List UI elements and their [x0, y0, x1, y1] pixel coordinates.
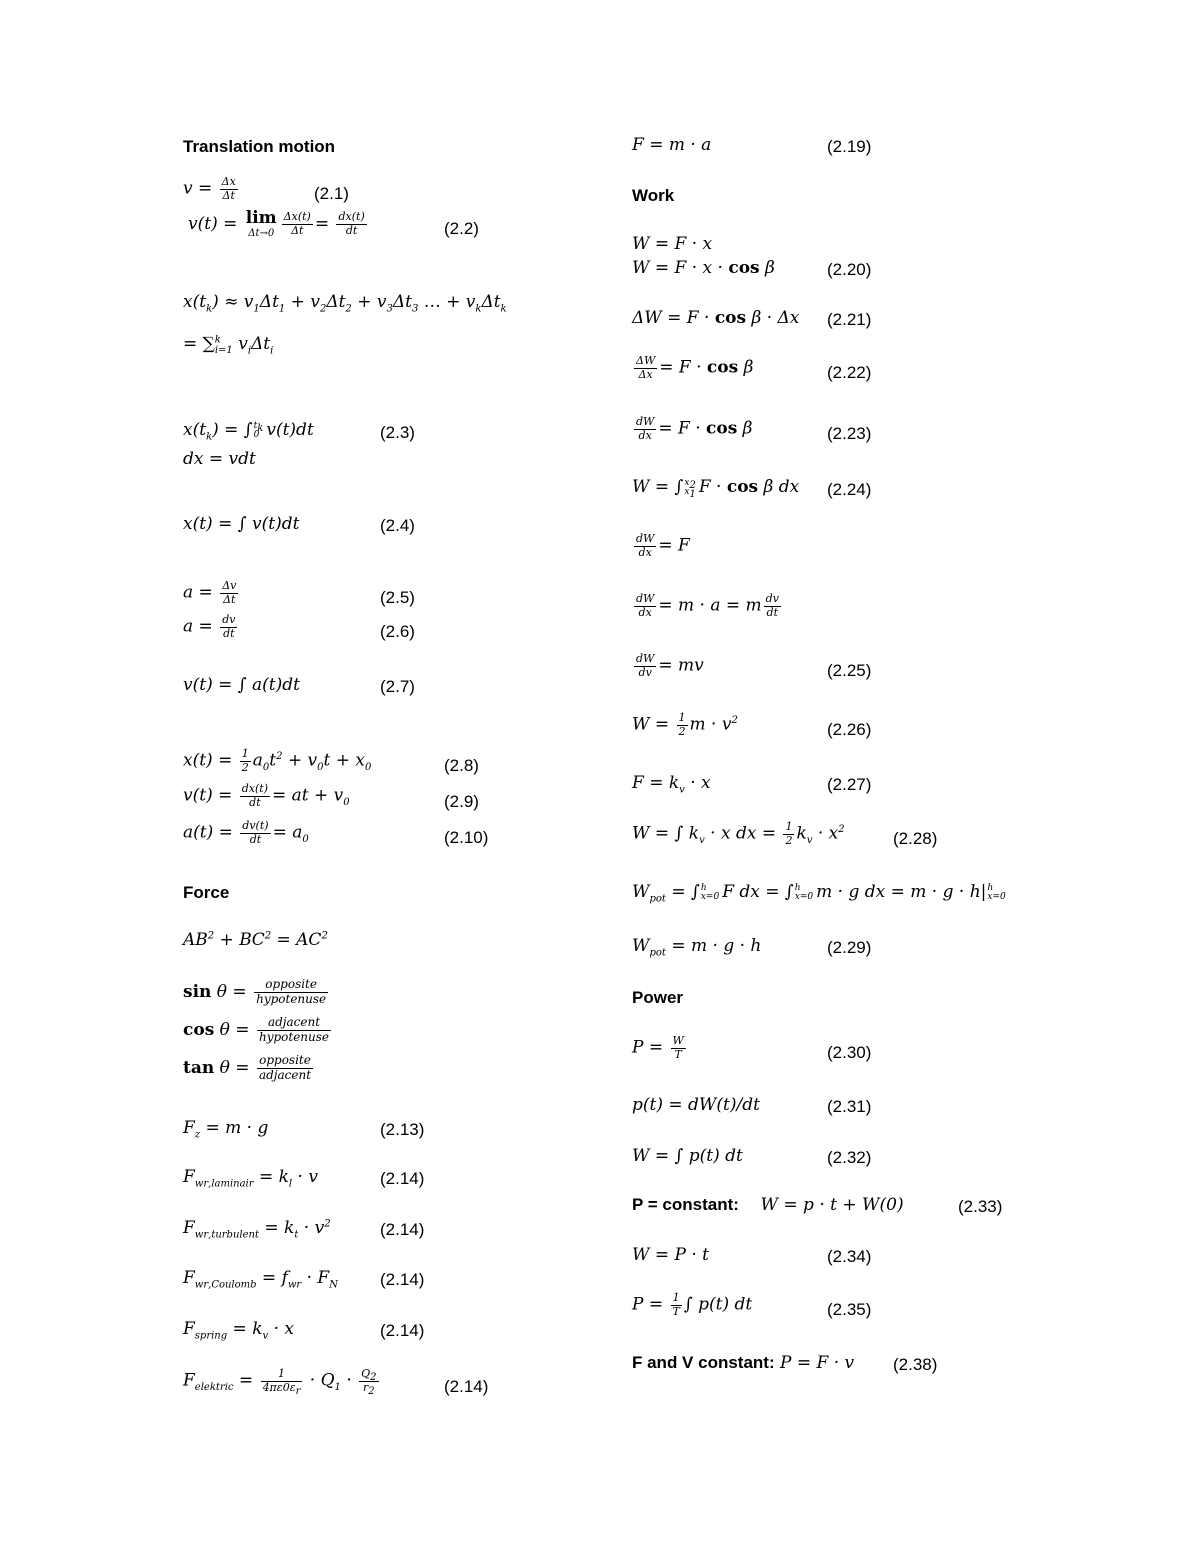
- equation-2-13: 𝐹$_𝑧$ = 𝑚 · 𝑔: [183, 1118, 269, 1141]
- label-2-21: (2.21): [827, 310, 872, 329]
- trig-hypotenuse-1: hypotenuse: [256, 991, 327, 1006]
- equation-2-30: 𝑃 = $\frac{\text{𝑊}}{\text{𝑇}}$: [632, 1034, 684, 1061]
- equation-2-14-coulomb: 𝐹$_{𝑤𝑟,𝐶𝑜𝑢𝑙𝑜𝑚𝑏}$ = 𝑓$_{𝑤𝑟}$ · 𝐹$_𝑁$: [183, 1268, 338, 1291]
- label-2-32: (2.32): [827, 1148, 872, 1167]
- trig-opposite-1: opposite: [254, 978, 328, 993]
- equation-2-38: F and V constant: 𝑃 = 𝐹 · 𝑣: [632, 1353, 855, 1373]
- label-2-33: (2.33): [958, 1197, 1003, 1216]
- equation-dw-dx-f: $\frac{\text{d𝑊}}{\text{d𝑥}}$ = 𝐹: [636, 532, 690, 559]
- equation-2-34: 𝑊 = 𝑃 · 𝑡: [632, 1245, 710, 1265]
- equation-2-27: 𝐹 = 𝑘$_𝑣$ · 𝑥: [632, 773, 711, 796]
- label-2-25: (2.25): [827, 661, 872, 680]
- label-2-14-d: (2.14): [380, 1321, 425, 1340]
- label-2-14-e: (2.14): [444, 1377, 489, 1396]
- equation-dx-vdt: 𝑑𝑥 = 𝑣𝑑𝑡: [183, 449, 256, 469]
- equation-2-19: 𝐹 = 𝑚 · 𝑎: [632, 135, 712, 155]
- equation-2-31: 𝑝(𝑡) = 𝑑𝑊(𝑡)/𝑑𝑡: [632, 1095, 760, 1115]
- label-2-1: (2.1): [314, 184, 349, 203]
- trig-hypotenuse-2: hypotenuse: [258, 1029, 330, 1044]
- label-2-35: (2.35): [827, 1300, 872, 1319]
- label-2-29: (2.29): [827, 938, 872, 957]
- label-2-22: (2.22): [827, 363, 872, 382]
- heading-power: Power: [632, 988, 684, 1007]
- equation-2-22: $\frac{\text{Δ𝑊}}{\text{Δ𝑥}}$ = 𝐹 · cos 𝛽: [636, 354, 754, 381]
- label-2-4: (2.4): [380, 516, 415, 535]
- trig-opposite-2: opposite: [257, 1054, 313, 1069]
- label-2-34: (2.34): [827, 1247, 872, 1266]
- label-2-26: (2.26): [827, 720, 872, 739]
- label-2-14-c: (2.14): [380, 1270, 425, 1289]
- label-2-5: (2.5): [380, 588, 415, 607]
- equation-position-sum: 𝑥(𝑡$_𝑘$) ≈ 𝑣$_1$Δ𝑡$_1$ + 𝑣$_2$Δ𝑡$_2$ + 𝑣$_3$Δ𝑡$_3$ … + 𝑣$_𝑘$Δ𝑡$_𝑘$: [183, 292, 507, 315]
- heading-force: Force: [183, 883, 230, 902]
- trig-adjacent-2: adjacent: [258, 1067, 312, 1082]
- equation-2-28: 𝑊 = ∫ 𝑘$_𝑣$ · 𝑥 𝑑𝑥 = $\frac{1}{2}$ 𝑘$_𝑣$ · 𝑥$^2$: [632, 820, 845, 847]
- equation-sine: sin 𝜃 = $\frac{\text{opposite}}{\text{hypotenuse}}$: [183, 977, 327, 1006]
- label-2-31: (2.31): [827, 1097, 872, 1116]
- label-2-30: (2.30): [827, 1043, 872, 1062]
- label-2-23: (2.23): [827, 424, 872, 443]
- label-2-14-a: (2.14): [380, 1169, 425, 1188]
- equation-2-33: P = constant: 𝑊 = 𝑝 · 𝑡 + 𝑊(0): [632, 1195, 904, 1215]
- equation-2-3: 𝑥(𝑡$_𝑘$) = ∫ 𝑡$_𝑘$ 0 𝑣(𝑡)𝑑𝑡: [183, 420, 314, 443]
- label-2-3: (2.3): [380, 423, 415, 442]
- label-2-9: (2.9): [444, 792, 479, 811]
- label-2-19: (2.19): [827, 137, 872, 156]
- equation-2-26: 𝑊 = $\frac{1}{2}$ 𝑚 · 𝑣$^2$: [632, 711, 738, 738]
- label-2-8: (2.8): [444, 756, 479, 775]
- equation-2-21: Δ𝑊 = 𝐹 · cos 𝛽 · Δ𝑥: [632, 308, 800, 328]
- label-2-6: (2.6): [380, 622, 415, 641]
- label-2-14-b: (2.14): [380, 1220, 425, 1239]
- fv-constant-label: F and V constant:: [632, 1353, 775, 1372]
- label-2-27: (2.27): [827, 775, 872, 794]
- equation-2-6: 𝑎 = $\frac{\text{d𝑣}}{\text{d𝑡}}$: [183, 613, 236, 640]
- equation-2-35: 𝑃 = $\frac{1}{\text{𝑇}}$ ∫ 𝑝(𝑡) 𝑑𝑡: [632, 1291, 753, 1318]
- equation-2-4: 𝑥(𝑡) = ∫ 𝑣(𝑡)𝑑𝑡: [183, 514, 300, 534]
- heading-work: Work: [632, 186, 675, 205]
- equation-dw-dx-ma: $\frac{\text{d𝑊}}{\text{d𝑥}}$ = 𝑚 · 𝑎 = 𝑚 $\frac{\text{d𝑣}}{\text{d𝑡}}$: [636, 592, 779, 619]
- trig-adjacent-1: adjacent: [257, 1016, 331, 1031]
- equation-2-32: 𝑊 = ∫ 𝑝(𝑡) 𝑑𝑡: [632, 1146, 743, 1166]
- equation-tangent: tan 𝜃 = $\frac{\text{opposite}}{\text{adjacent}}$: [183, 1053, 312, 1082]
- equation-2-10: 𝑎(𝑡) = $\frac{\text{d𝑣(𝑡)}}{\text{d𝑡}}$ = 𝑎$_0$: [183, 819, 309, 846]
- equation-2-5: 𝑎 = $\frac{\text{Δ𝑣}}{\text{Δ𝑡}}$: [183, 579, 237, 606]
- label-2-28: (2.28): [893, 829, 938, 848]
- equation-2-1: 𝑣 = $\frac{\text{Δ𝑥}}{\text{Δ𝑡}}$: [183, 175, 236, 202]
- equation-pythagoras: 𝐴𝐵$^2$ + 𝐵𝐶$^2$ = 𝐴𝐶$^2$: [183, 930, 328, 950]
- equation-2-2: 𝑣(𝑡) = lim Δ𝑡→0 $\frac{\text{Δ𝑥(𝑡)}}{\text{Δ𝑡}}$ = $\frac{\text{d𝑥(𝑡)}}{\text{d𝑡}}$: [188, 208, 365, 239]
- heading-translation-motion: Translation motion: [183, 137, 336, 156]
- equation-2-25: $\frac{\text{d𝑊}}{\text{d𝑣}}$ = 𝑚𝑣: [636, 652, 704, 679]
- label-2-10: (2.10): [444, 828, 489, 847]
- label-2-24: (2.24): [827, 480, 872, 499]
- equation-position-sigma: = ∑$^𝑘_{𝑖=1}$ 𝑣$_𝑖$Δ𝑡$_𝑖$: [183, 334, 274, 357]
- label-2-38: (2.38): [893, 1355, 938, 1374]
- equation-2-8: 𝑥(𝑡) = $\frac{1}{2}$ 𝑎$_0$𝑡$^2$ + 𝑣$_0$𝑡 + 𝑥$_0$: [183, 747, 372, 774]
- p-constant-label: P = constant:: [632, 1195, 739, 1214]
- equation-2-7: 𝑣(𝑡) = ∫ 𝑎(𝑡)𝑑𝑡: [183, 675, 300, 695]
- equation-2-14-turbulent: 𝐹$_{𝑤𝑟,𝑡𝑢𝑟𝑏𝑢𝑙𝑒𝑛𝑡}$ = 𝑘$_𝑡$ · 𝑣$^2$: [183, 1218, 331, 1241]
- label-2-13: (2.13): [380, 1120, 425, 1139]
- equation-2-20: 𝑊 = 𝐹 · 𝑥 · cos 𝛽: [632, 258, 775, 278]
- equation-2-14-spring: 𝐹$_{𝑠𝑝𝑟𝑖𝑛𝑔}$ = 𝑘$_𝑣$ · 𝑥: [183, 1319, 294, 1342]
- equation-2-24: 𝑊 = ∫ 𝑥$_2$ 𝑥$_1$ 𝐹 · cos 𝛽 𝑑𝑥: [632, 477, 800, 500]
- equation-2-14-elektric: 𝐹$_{𝑒𝑙𝑒𝑘𝑡𝑟𝑖𝑐}$ = $\frac{1}{4𝜋𝜀0𝜀_𝑟}$ · 𝑄$_1$ · $\frac{𝑄_2}{𝑟_2}$: [183, 1367, 377, 1397]
- equation-potential-work: 𝑊$_{𝑝𝑜𝑡}$ = ∫ ℎ 𝑥=0 𝐹 𝑑𝑥 = ∫ ℎ 𝑥=0 𝑚 · 𝑔 𝑑𝑥 = 𝑚 · 𝑔 · ℎ| ℎ 𝑥=0: [632, 882, 1006, 905]
- label-2-2: (2.2): [444, 219, 479, 238]
- label-2-7: (2.7): [380, 677, 415, 696]
- equation-2-14-laminair: 𝐹$_{𝑤𝑟,𝑙𝑎𝑚𝑖𝑛𝑎𝑖𝑟}$ = 𝑘$_𝑙$ · 𝑣: [183, 1167, 318, 1190]
- label-2-20: (2.20): [827, 260, 872, 279]
- equation-work-basic: 𝑊 = 𝐹 · 𝑥: [632, 234, 713, 254]
- equation-2-29: 𝑊$_{𝑝𝑜𝑡}$ = 𝑚 · 𝑔 · ℎ: [632, 936, 762, 959]
- equation-cosine: cos 𝜃 = $\frac{\text{adjacent}}{\text{hypotenuse}}$: [183, 1015, 330, 1044]
- equation-2-23: $\frac{\text{d𝑊}}{\text{d𝑥}}$ = 𝐹 · cos 𝛽: [636, 415, 753, 442]
- equation-2-9: 𝑣(𝑡) = $\frac{\text{d𝑥(𝑡)}}{\text{d𝑡}}$ = 𝑎𝑡 + 𝑣$_0$: [183, 782, 350, 809]
